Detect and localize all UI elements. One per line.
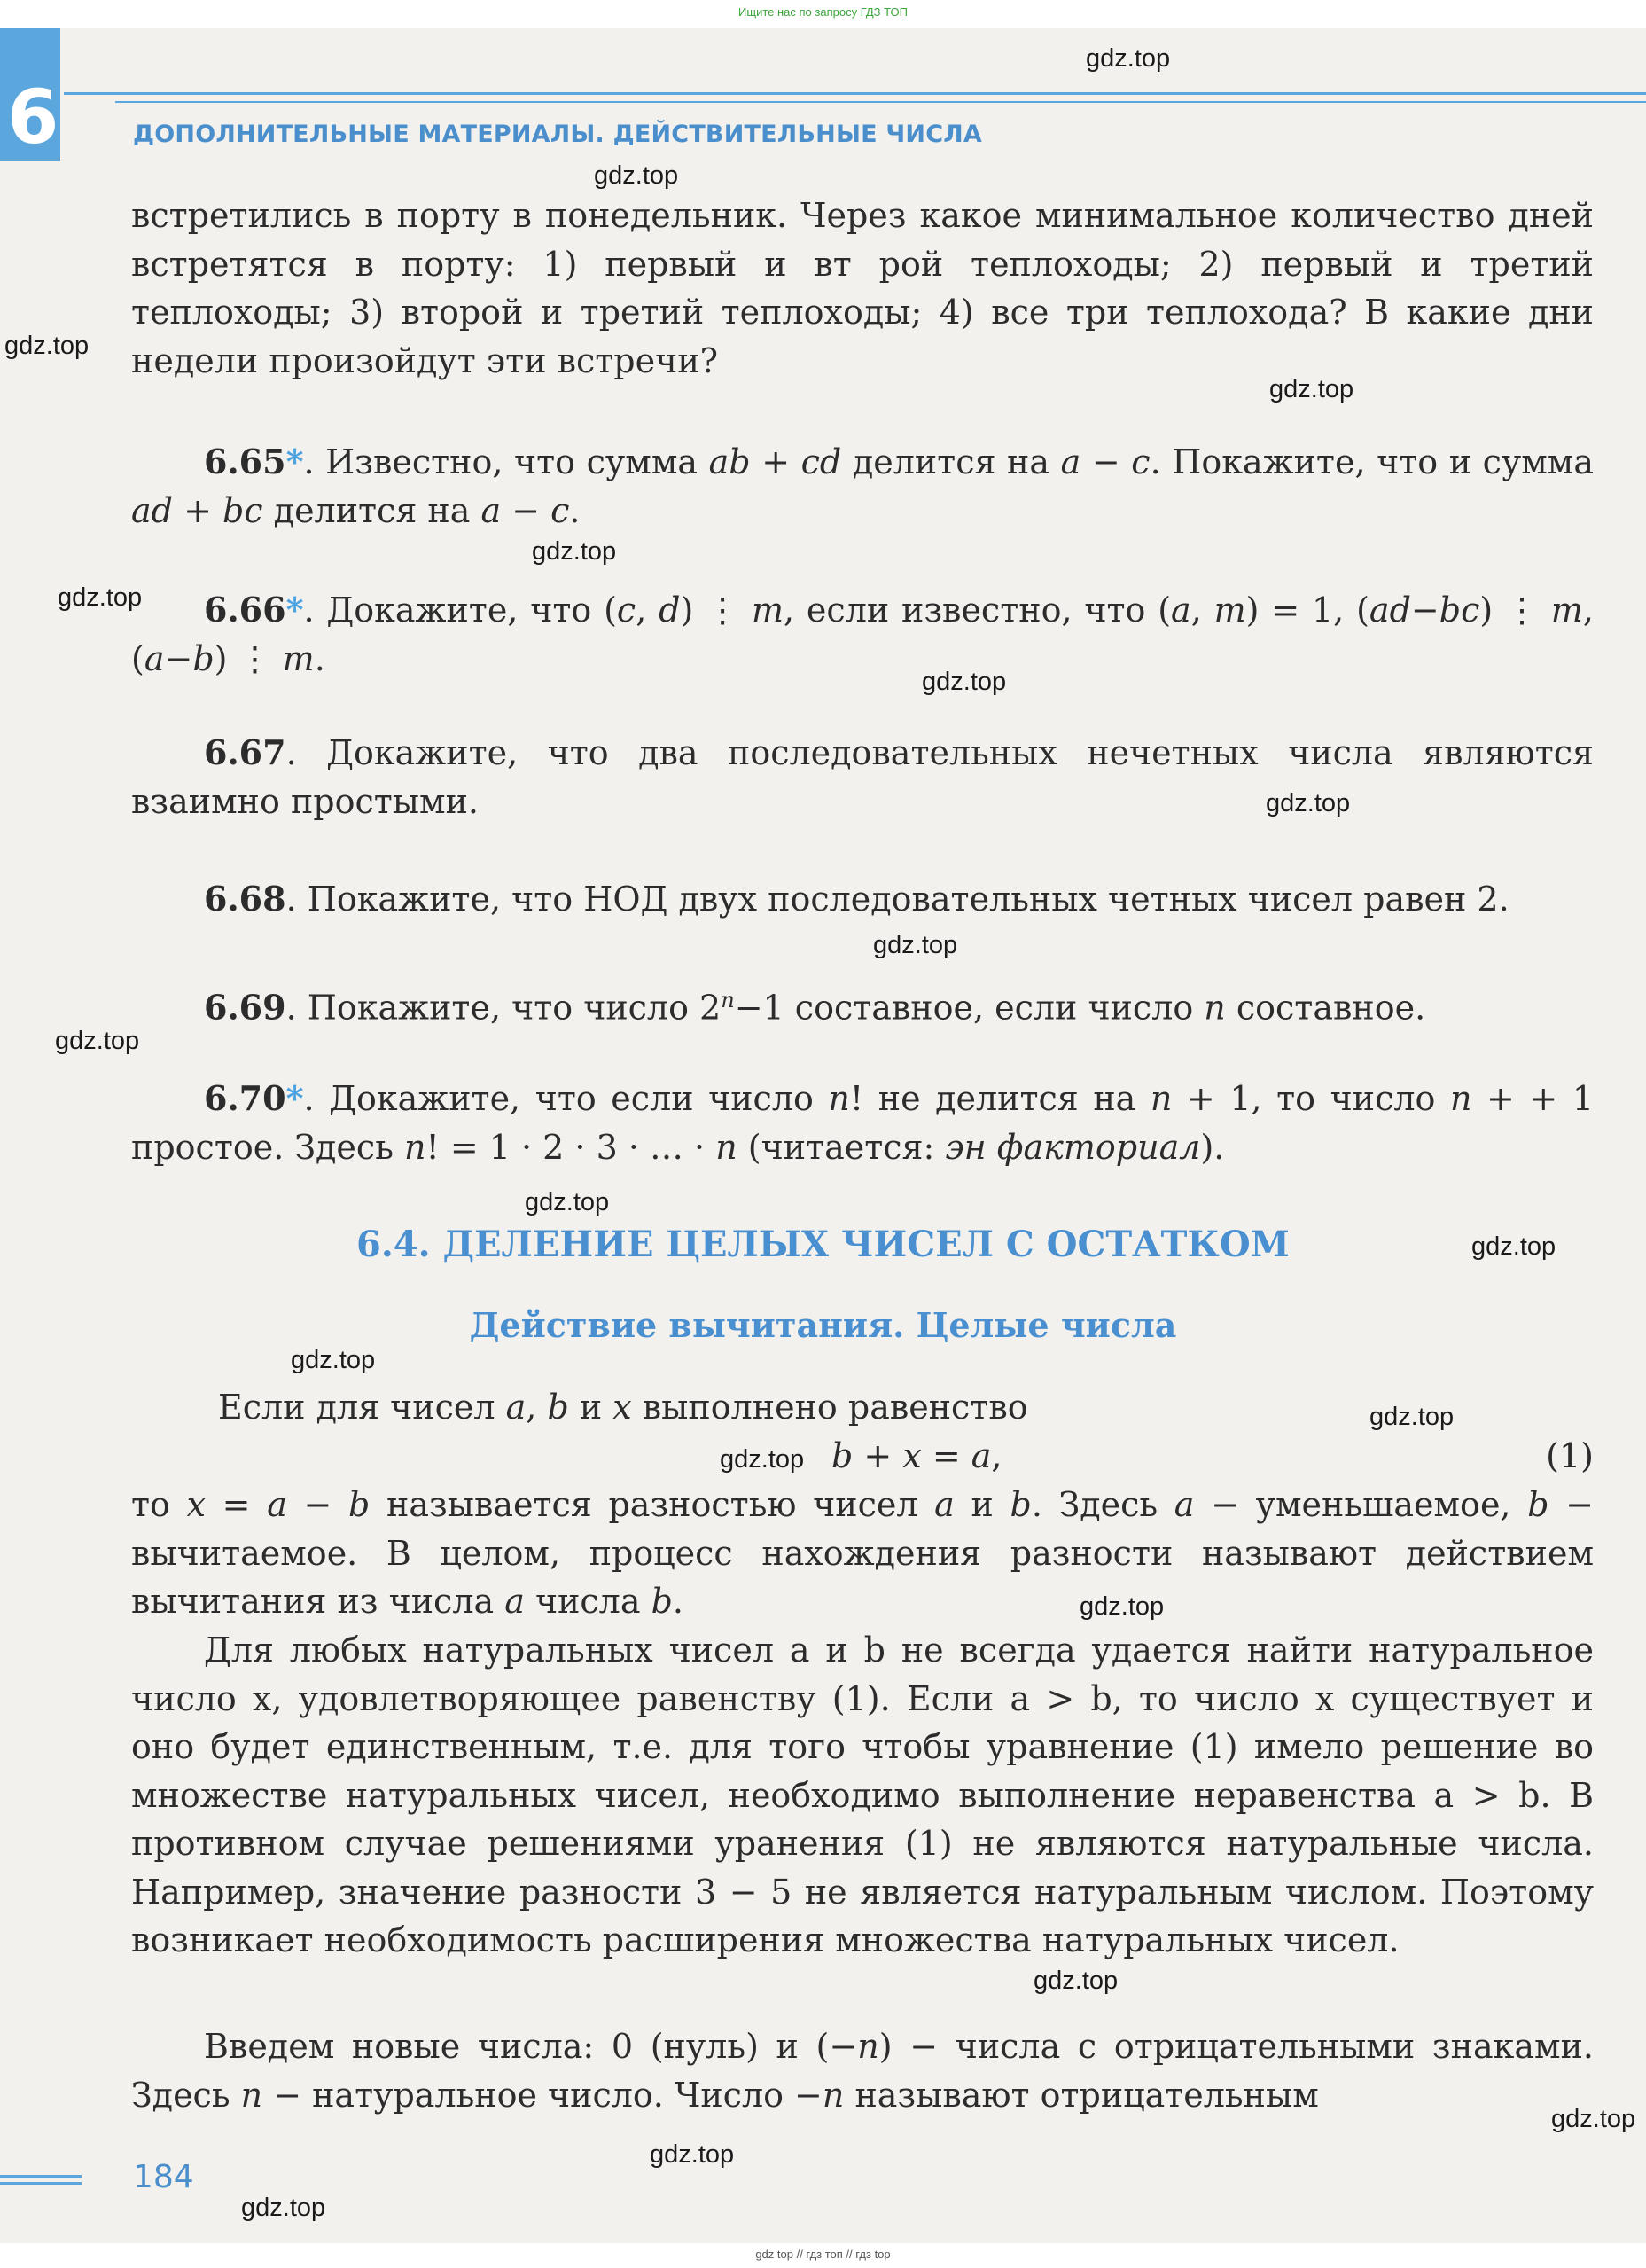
header-line-top: [64, 92, 1646, 95]
header-title: ДОПОЛНИТЕЛЬНЫЕ МАТЕРИАЛЫ. ДЕЙСТВИТЕЛЬНЫЕ ЧИСЛА: [133, 121, 982, 148]
star-marker: *: [285, 442, 304, 481]
star-marker: *: [285, 1078, 304, 1118]
top-banner-text[interactable]: Ищите нас по запросу ГДЗ ТОП: [738, 5, 908, 19]
footer-line: [0, 2175, 82, 2178]
watermark[interactable]: gdz.top: [1034, 1967, 1119, 1995]
exercise-number: 6.67: [204, 732, 286, 772]
watermark[interactable]: gdz.top: [1266, 789, 1351, 817]
equation-number: (1): [1546, 1436, 1594, 1475]
paragraph-3: Для любых натуральных чисел a и b не всегда удается найти натуральное число x, удовлетворяющее равенству (1). Если a > b, то число x существует и оно будет единственным, т.е. для того чтобы уравнение (1) имело решение во множестве натуральных чисел, необходимо выполнение неравенства a > b. В противном случае решениями уранения (1) не являются натуральные числа. Например, значение разности 3 − 5 не является натуральным числом. Поэтому возникает необходимость расширения множества натуральных чисел.: [131, 1631, 1594, 1959]
header-line-bottom: [115, 101, 1646, 103]
chapter-number: 6: [7, 74, 59, 160]
intro-paragraph: встретились в порту в понедельник. Через какое минимальное количество дней встретятся в порту: 1) первый и вт рой теплоходы; 2) первый и третий теплоходы; 3) второй и третий теплоходы; 4) все три теплохода? В какие дни недели произойдут эти встречи?: [131, 196, 1594, 380]
watermark[interactable]: gdz.top: [873, 931, 958, 959]
paragraph-1-line: Если для чисел a, b и x выполнено равенство: [218, 1388, 1028, 1427]
exercise-6-69: 6.69. Покажите, что число $2^n-1$ составное, если число n составное.: [204, 987, 1426, 1028]
watermark[interactable]: gdz.top: [1086, 44, 1171, 73]
subsection-title: Действие вычитания. Целые числа: [469, 1305, 1177, 1345]
watermark[interactable]: gdz.top: [525, 1188, 610, 1216]
exercise-6-67: [131, 729, 1594, 825]
section-title: 6.4. ДЕЛЕНИЕ ЦЕЛЫХ ЧИСЕЛ С ОСТАТКОМ: [356, 1224, 1290, 1265]
exercise-6-68: [131, 875, 1594, 924]
watermark[interactable]: gdz.top: [1471, 1232, 1556, 1261]
exercise-number: 6.69: [204, 987, 286, 1028]
watermark[interactable]: gdz.top: [241, 2194, 326, 2222]
exercise-number: 6.65: [204, 442, 286, 481]
equation: b + x = a,: [831, 1436, 1002, 1475]
exercise-6-65: 6.65*. Известно, что сумма ab + cd делится на a − c. Покажите, что и сумма ad + bc делится на a − c.: [131, 442, 1595, 530]
watermark[interactable]: gdz.top: [58, 583, 143, 612]
watermark[interactable]: gdz.top: [4, 332, 90, 360]
watermark[interactable]: gdz.top: [720, 1445, 805, 1474]
watermark[interactable]: gdz.top: [594, 161, 679, 190]
paragraph-4: Введем новые числа: 0 (нуль) и (−n) − числа с отрицательными знаками. Здесь n − натуральное число. Число −n называют отрицательным: [131, 2027, 1595, 2115]
bottom-banner-text[interactable]: gdz top // гдз топ // гдз top: [755, 2248, 891, 2261]
exercise-6-70: 6.70*. Докажите, что если число n! не делится на n + 1, то число n + + 1 простое. Здесь n! = 1 · 2 · 3 · … · n (читается: эн факториал).: [131, 1078, 1594, 1167]
watermark[interactable]: gdz.top: [922, 668, 1007, 696]
watermark[interactable]: gdz.top: [291, 1346, 376, 1374]
exercise-number: 6.68: [204, 879, 286, 919]
exercise-number: 6.70: [204, 1078, 286, 1118]
watermark[interactable]: gdz.top: [1269, 375, 1354, 403]
watermark[interactable]: gdz.top: [650, 2140, 735, 2169]
watermark[interactable]: gdz.top: [532, 537, 617, 566]
watermark[interactable]: gdz.top: [1080, 1592, 1165, 1621]
watermark[interactable]: gdz.top: [1369, 1403, 1455, 1431]
page-number: 184: [133, 2159, 194, 2195]
exercise-text: . Покажите, что НОД двух последовательных четных чисел равен 2.: [285, 880, 1509, 919]
watermark[interactable]: gdz.top: [55, 1027, 140, 1055]
footer-line: [0, 2182, 82, 2185]
exercise-number: 6.66: [204, 590, 286, 630]
exercise-6-66: 6.66*. Докажите, что (c, d) ⋮ m, если известно, что (a, m) = 1, (ad−bc) ⋮ m, (a−b) ⋮ m.: [131, 590, 1594, 678]
exercise-text: . Докажите, что два последовательных нечетных числа являются взаимно простыми.: [131, 733, 1594, 821]
paragraph-2: то x = a − b называется разностью чисел a и b. Здесь a − уменьшаемое, b − вычитаемое. В целом, процесс нахождения разности называют действием вычитания из числа a числа b.: [131, 1485, 1595, 1621]
watermark[interactable]: gdz.top: [1551, 2105, 1636, 2133]
star-marker: *: [285, 590, 304, 630]
